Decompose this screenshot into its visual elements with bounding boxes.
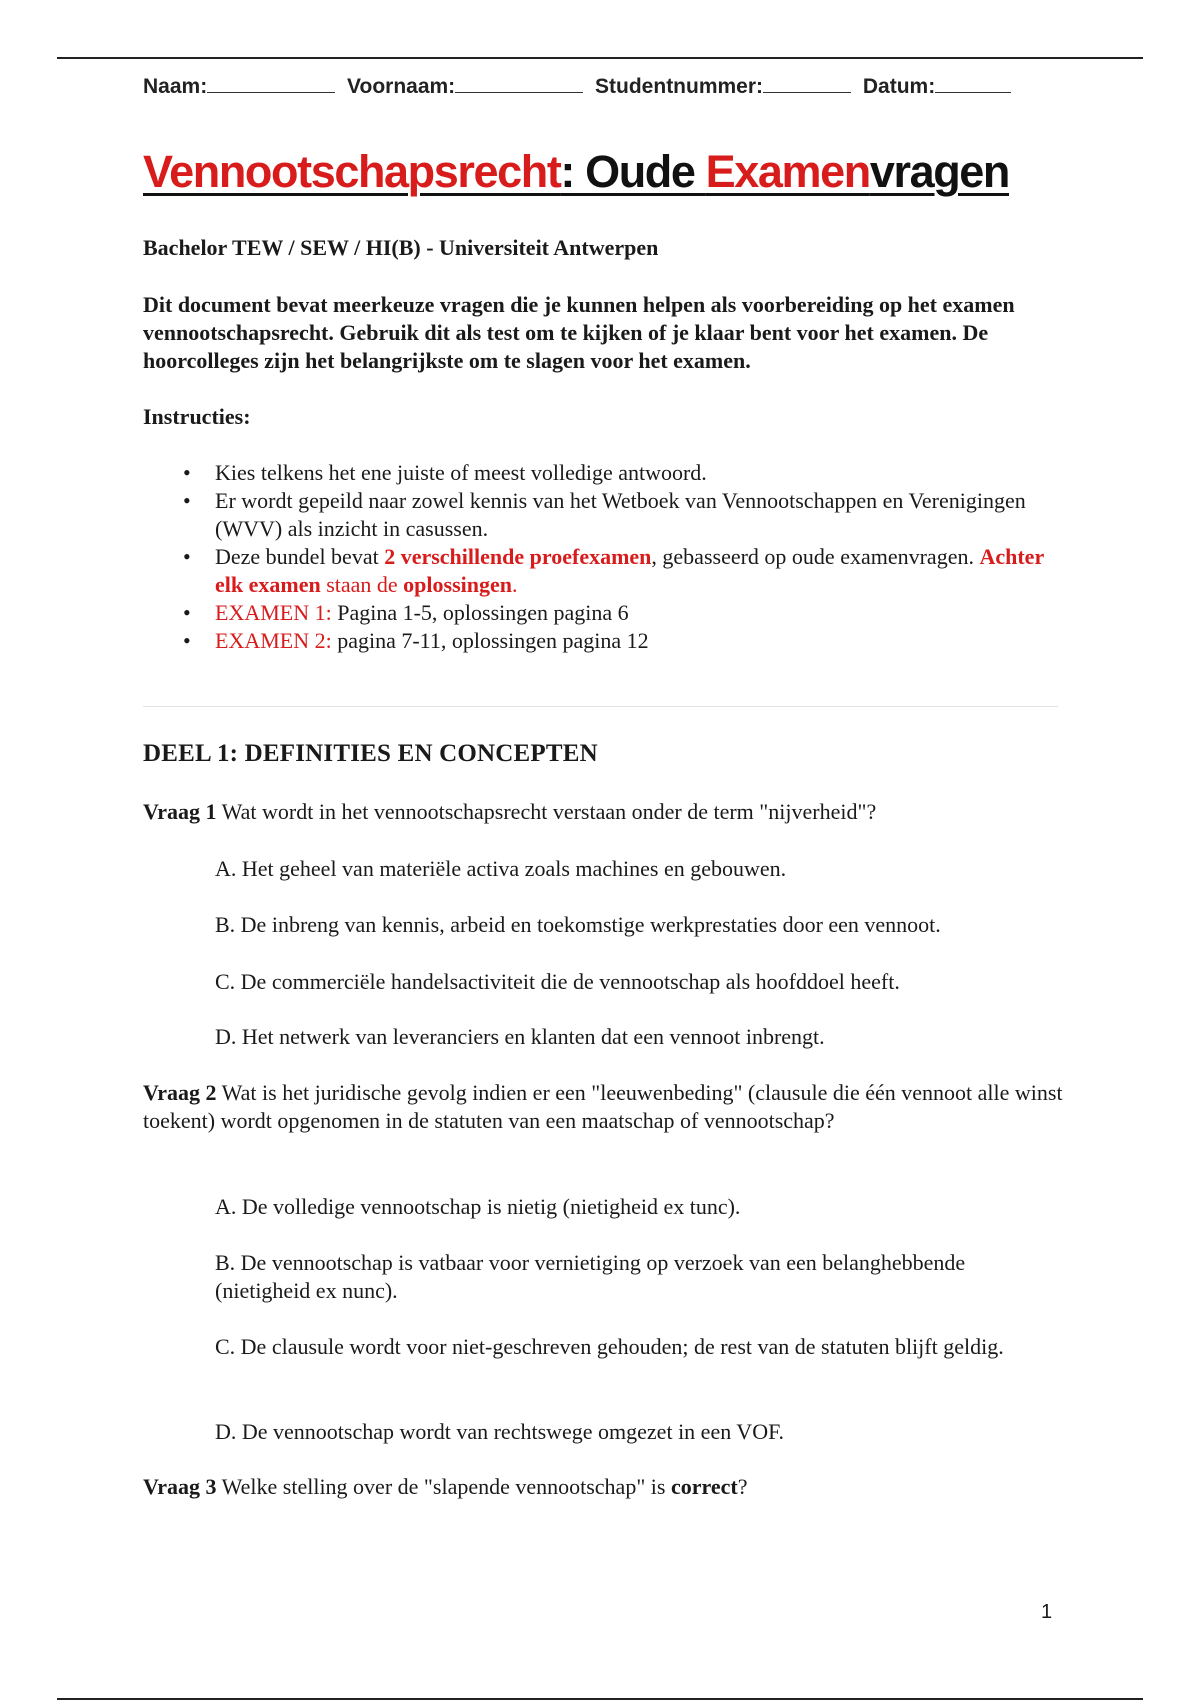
instruction-text: Kies telkens het ene juiste of meest volledige antwoord.	[215, 460, 707, 485]
title-part-examen: Examen	[705, 146, 870, 197]
list-item	[183, 459, 1073, 487]
question-text: ?	[737, 1474, 748, 1499]
question-label: Vraag 2	[143, 1080, 217, 1105]
list-item	[183, 543, 1073, 599]
highlight-period: .	[512, 572, 518, 597]
q2-option-c[interactable]: C. De clausule wordt voor niet-geschreven gehouden; de rest van de statuten blijft geldig.	[215, 1334, 1004, 1359]
exam2-label: EXAMEN 2:	[215, 628, 332, 653]
bullet-icon: •	[183, 488, 191, 513]
exam2-pages: pagina 7-11, oplossingen pagina 12	[331, 628, 649, 653]
section-divider	[143, 706, 1058, 707]
instruction-text: , gebasseerd op oude examenvragen.	[651, 544, 980, 569]
question-label: Vraag 3	[143, 1474, 217, 1499]
question-1	[143, 798, 1073, 826]
list-item	[183, 599, 1073, 627]
q2-option-d[interactable]: D. De vennootschap wordt van rechtswege omgezet in een VOF.	[215, 1419, 785, 1444]
instruction-text: Deze bundel bevat	[215, 544, 385, 569]
highlight-proefexamen: 2 verschillende proefexamen	[384, 544, 652, 569]
highlight-achter-elk-examen: Achter elk examen	[215, 544, 1044, 597]
question-text: Wat wordt in het vennootschapsrecht verstaan onder de term "nijverheid"?	[216, 799, 877, 824]
q2-option-b[interactable]: B. De vennootschap is vatbaar voor vernietiging op verzoek van een belanghebbende (nietigheid ex nunc).	[215, 1250, 966, 1303]
section-title: DEEL 1: DEFINITIES EN CONCEPTEN	[143, 740, 598, 767]
title-part-vragen: vragen	[869, 146, 1009, 197]
title-part-vennootschapsrecht: Vennootschapsrecht	[143, 146, 561, 197]
instructions-heading: Instructies:	[143, 404, 251, 429]
q1-option-c[interactable]: C. De commerciële handelsactiviteit die de vennootschap als hoofddoel heeft.	[215, 969, 900, 994]
list-item	[183, 627, 1073, 655]
field-studentnummer-blank[interactable]	[763, 72, 851, 93]
student-info-fields	[143, 72, 1017, 99]
document-title	[143, 146, 1009, 198]
highlight-oplossingen: oplossingen	[403, 572, 512, 597]
list-item	[183, 487, 1073, 543]
bullet-icon: •	[183, 544, 191, 569]
bullet-icon: •	[183, 628, 191, 653]
field-studentnummer-label: Studentnummer:	[595, 75, 764, 98]
question-2	[143, 1079, 1073, 1135]
q1-option-d[interactable]: D. Het netwerk van leveranciers en klanten dat een vennoot inbrengt.	[215, 1024, 825, 1049]
q1-option-b[interactable]: B. De inbreng van kennis, arbeid en toekomstige werkprestaties door een vennoot.	[215, 912, 941, 937]
field-datum-label: Datum:	[862, 75, 936, 98]
instruction-text: Er wordt gepeild naar zowel kennis van het Wetboek van Vennootschappen en Verenigingen (WVV) als inzicht in casussen.	[215, 488, 1026, 541]
field-voornaam-label: Voornaam:	[347, 75, 456, 98]
page-number: 1	[1041, 1601, 1053, 1623]
q2-option-a[interactable]: A. De volledige vennootschap is nietig (nietigheid ex tunc).	[215, 1194, 741, 1219]
instructions-list	[183, 459, 1073, 655]
question-emphasis: correct	[670, 1474, 738, 1499]
exam1-pages: Pagina 1-5, oplossingen pagina 6	[331, 600, 629, 625]
field-datum-blank[interactable]	[935, 72, 1011, 93]
question-label: Vraag 1	[143, 799, 217, 824]
highlight-staan-de: staan de	[320, 572, 404, 597]
title-part-oude: : Oude	[560, 146, 706, 197]
q1-option-a[interactable]: A. Het geheel van materiële activa zoals machines en gebouwen.	[215, 856, 787, 881]
exam1-label: EXAMEN 1:	[215, 600, 332, 625]
field-naam-label: Naam:	[143, 75, 208, 98]
field-naam-blank[interactable]	[207, 72, 335, 93]
question-text: Welke stelling over de "slapende vennootschap" is	[216, 1474, 671, 1499]
subtitle: Bachelor TEW / SEW / HI(B) - Universiteit Antwerpen	[143, 235, 659, 260]
bullet-icon: •	[183, 600, 191, 625]
intro-paragraph: Dit document bevat meerkeuze vragen die je kunnen helpen als voorbereiding op het examen vennootschapsrecht. Gebruik dit als test om te kijken of je klaar bent voor het examen. De hoorcolleges zijn het belangrijkste om te slagen voor het examen.	[143, 292, 1015, 373]
field-voornaam-blank[interactable]	[455, 72, 583, 93]
top-rule	[57, 57, 1143, 59]
question-3	[143, 1473, 1073, 1501]
bullet-icon: •	[183, 460, 191, 485]
question-text: Wat is het juridische gevolg indien er een "leeuwenbeding" (clausule die één vennoot alle winst toekent) wordt opgenomen in de statuten van een maatschap of vennootschap?	[143, 1080, 1063, 1133]
